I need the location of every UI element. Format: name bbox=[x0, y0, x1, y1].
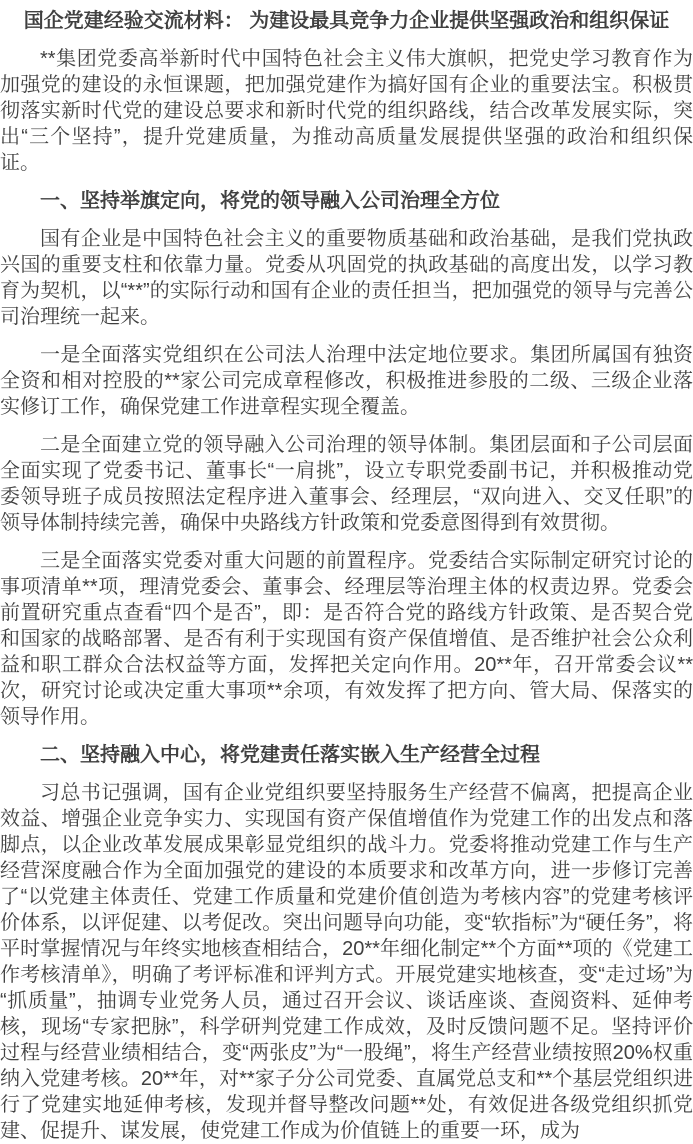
body-paragraph: **集团党委高举新时代中国特色社会主义伟大旗帜，把党史学习教育作为加强党的建设的永恒课题，把加强党建作为搞好国有企业的重要法宝。积极贯彻落实新时代党的建设总要求和新时代党的组织路线，结合改革发展实际，突出“三个坚持”，提升党建质量，为推动高质量发展提供坚强的政治和组织保证。 bbox=[0, 48, 693, 174]
body-paragraph: 习总书记强调，国有企业党组织要坚持服务生产经营不偏离，把提高企业效益、增强企业竞争实力、实现国有资产保值增值作为党建工作的出发点和落脚点，以企业改革发展成果彰显党组织的战斗力。党委将推动党建工作与生产经营深度融合作为全面加强党的建设的本质要求和改革方向，进一步修订完善了“以党建主体责任、党建工作质量和党建价值创造为考核内容”的党建考核评价体系，以评促建、以考促改。突出问题导向功能，变“软指标”为“硬任务”，将平时掌握情况与年终实地核查相结合，20**年细化制定**个方面**项的《党建工作考核清单》，明确了考评标准和评判方式。开展党建实地核查，变“走过场”为“抓质量”，抽调专业党务人员，通过召开会议、谈话座谈、查阅资料、延伸考核，现场“专家把脉”，科学研判党建工作成效，及时反馈问题不足。坚持评价过程与经营业绩相结合，变“两张皮”为“一股绳”，将生产经营业绩按照20%权重纳入党建考核。20**年，对**家子分公司党委、直属党总支和**个基层党组织进行了党建实地延伸考核，发现并督导整改问题**处，有效促进各级党组织抓党建、促提升、谋发展，使党建工作成为价值链上的重要一环，成为 bbox=[0, 782, 693, 1142]
body-paragraph: 一是全面落实党组织在公司法人治理中法定地位要求。集团所属国有独资全资和相对控股的**家公司完成章程修改，积极推进参股的二级、三级企业落实修订工作，确保党建工作进章程实现全覆盖。 bbox=[0, 344, 693, 418]
section-heading: 一、坚持举旗定向，将党的领导融入公司治理全方位 bbox=[40, 190, 500, 212]
body-paragraph: 三是全面落实党委对重大问题的前置程序。党委结合实际制定研究讨论的事项清单**项，理清党委会、董事会、经理层等治理主体的权责边界。党委会前置研究重点查看“四个是否”，即：是否符合党的路线方针政策、是否契合党和国家的战略部署、是否有利于实现国有资产保值增值、是否维护社会公众利益和职工群众合法权益等方面，发挥把关定向作用。20**年，召开常委会议**次，研究讨论或决定重大事项**余项，有效发挥了把方向、管大局、保落实的领导作用。 bbox=[0, 550, 693, 728]
section-heading: 二、坚持融入中心，将党建责任落实嵌入生产经营全过程 bbox=[40, 744, 540, 766]
body-paragraph: 二是全面建立党的领导融入公司治理的领导体制。集团层面和子公司层面全面实现了党委书记、董事长“一肩挑”，设立专职党委副书记，并积极推动党委领导班子成员按照法定程序进入董事会、经理层，“双向进入、交叉任职”的领导体制持续完善，确保中央路线方针政策和党委意图得到有效贯彻。 bbox=[0, 434, 693, 534]
body-paragraph: 国有企业是中国特色社会主义的重要物质基础和政治基础，是我们党执政兴国的重要支柱和依靠力量。党委从巩固党的执政基础的高度出发，以学习教育为契机，以“**”的实际行动和国有企业的责任担当，把加强党的领导与完善公司治理统一起来。 bbox=[0, 228, 693, 328]
document-body bbox=[0, 46, 693, 1144]
document-title: 国企党建经验交流材料： 为建设最具竞争力企业提供坚强政治和组织保证 bbox=[23, 10, 670, 32]
